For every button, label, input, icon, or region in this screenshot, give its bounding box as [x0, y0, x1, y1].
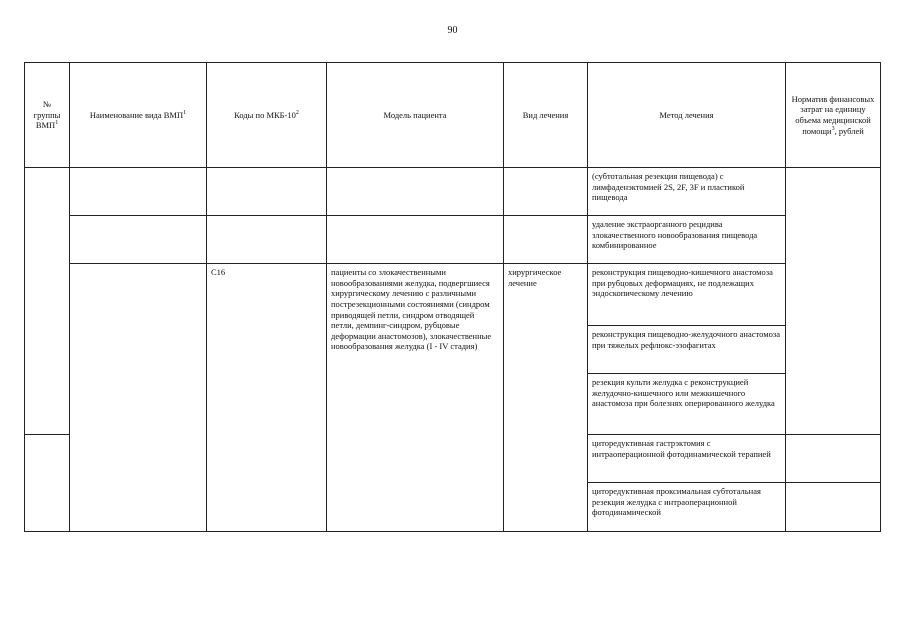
header-treatment-type: Вид лечения [504, 63, 588, 168]
method-cell: удаление экстраорганного рецидива злокачественного новообразования пищевода комбинированное [588, 216, 786, 264]
name-cell [70, 216, 207, 264]
treatment-cell [504, 216, 588, 264]
method-cell: (субтотальная резекция пищевода) с лимфаденэктомией 2S, 2F, 3F и пластикой пищевода [588, 168, 786, 216]
norm-cell [786, 483, 881, 532]
table-row [25, 264, 881, 326]
model-cell: пациенты со злокачественными новообразованиями желудка, подвергшиеся хирургическому лечению с различными пострезекционными состояниями (синдром приводящей петли, синдром отводящей петли, демпинг-синдром, рубцовые деформации анастомозов), злокачественные новообразования желудка (I - IV стадия) [327, 264, 504, 532]
codes-cell [207, 168, 327, 216]
group-cell [25, 435, 70, 532]
header-financial-norm: Норматив финансовых затрат на единицу объема медицинской помощи$^3$, рублей [786, 63, 881, 168]
method-cell: циторедуктивная гастрэктомия с интраоперационной фотодинамической терапией [588, 435, 786, 483]
norm-cell [786, 435, 881, 483]
treatment-cell: хирургическое лечение [504, 264, 588, 532]
header-icd-codes: Коды по МКБ-$10^2$ [207, 63, 327, 168]
treatment-cell [504, 168, 588, 216]
table-header-row [25, 63, 881, 168]
header-group-number: № группы ВМП$^1$ [25, 63, 70, 168]
method-cell: резекция культи желудка с реконструкцией желудочно-кишечного или межкишечного анастомоза при болезнях оперированного желудка [588, 374, 786, 435]
table-row [25, 216, 881, 264]
name-cell [70, 168, 207, 216]
codes-cell [207, 216, 327, 264]
model-cell [327, 216, 504, 264]
codes-cell: C16 [207, 264, 327, 532]
norm-cell [786, 168, 881, 435]
header-patient-model: Модель пациента [327, 63, 504, 168]
model-cell [327, 168, 504, 216]
method-cell: циторедуктивная проксимальная субтотальная резекция желудка с интраоперационной фотодинамической [588, 483, 786, 532]
group-cell [25, 168, 70, 435]
vmp-table [24, 62, 881, 532]
method-cell: реконструкция пищеводно-кишечного анастомоза при рубцовых деформациях, не подлежащих эндоскопическому лечению [588, 264, 786, 326]
table-row [25, 168, 881, 216]
name-cell [70, 264, 207, 532]
method-cell: реконструкция пищеводно-желудочного анастомоза при тяжелых рефлюкс-эзофагитах [588, 326, 786, 374]
page-number: 90 [447, 25, 458, 36]
header-vmp-name: Наименование вида ВМП$^1$ [70, 63, 207, 168]
header-treatment-method: Метод лечения [588, 63, 786, 168]
